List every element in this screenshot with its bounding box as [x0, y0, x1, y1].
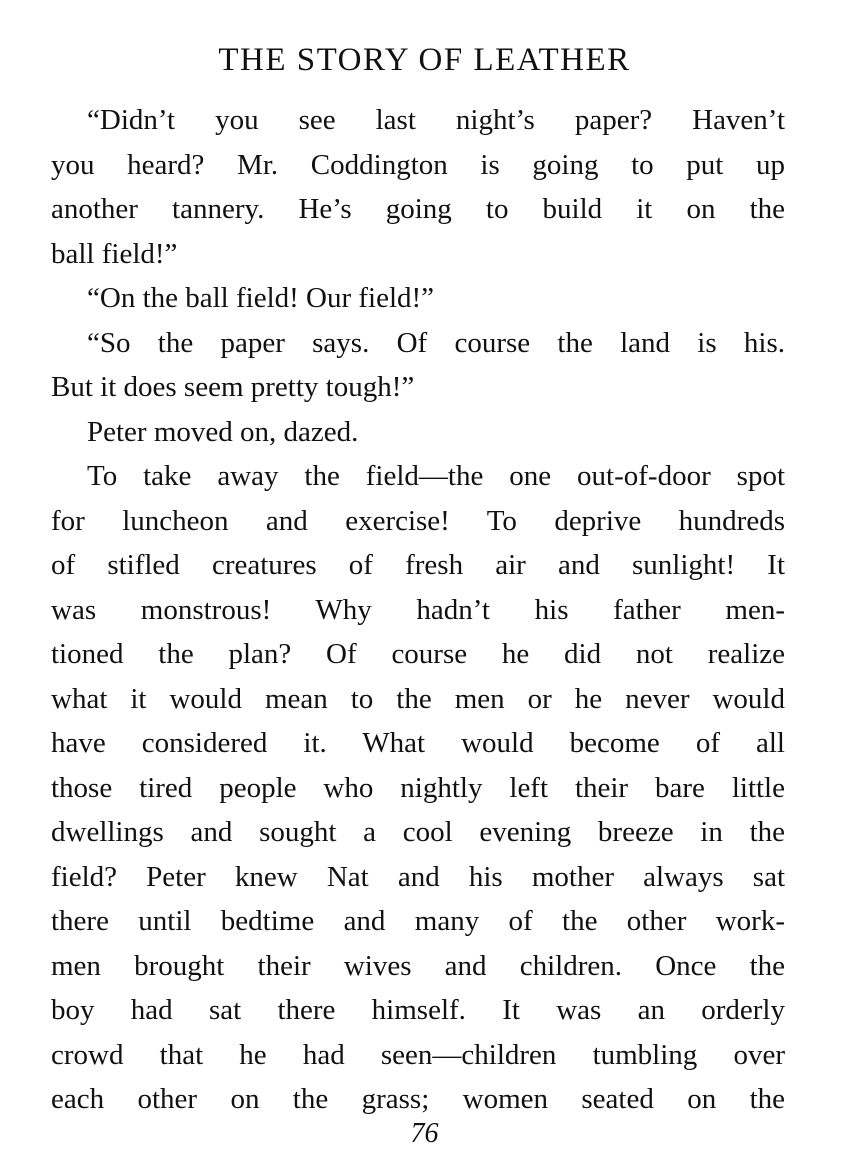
text-line: of stifled creatures of fresh air and sunlight! It	[51, 549, 785, 581]
text-line: “So the paper says. Of course the land is his.	[87, 326, 785, 359]
text-line: To take away the field—the one out-of-door spot	[87, 460, 785, 492]
text-line: those tired people who nightly left their bare little	[51, 771, 785, 804]
text-line: “On the ball field! Our field!”	[87, 282, 435, 314]
running-head: THE STORY OF LEATHER	[218, 42, 631, 78]
text-line: another tannery. He’s going to build it on the	[51, 193, 785, 225]
text-line: you heard? Mr. Coddington is going to put up	[51, 148, 785, 181]
text-line: “Didn’t you see last night’s paper? Haven’t	[87, 104, 785, 136]
text-line: there until bedtime and many of the other work-	[51, 905, 785, 937]
page-number: 76	[410, 1118, 439, 1149]
text-line: each other on the grass; women seated on the	[51, 1083, 785, 1115]
text-line: for luncheon and exercise! To deprive hundreds	[51, 504, 785, 537]
text-line: have considered it. What would become of all	[51, 727, 785, 759]
text-line: boy had sat there himself. It was an orderly	[51, 994, 785, 1026]
text-line: ball field!”	[51, 237, 178, 270]
text-line: crowd that he had seen—children tumbling over	[51, 1038, 785, 1071]
text-line: men brought their wives and children. Once the	[51, 949, 785, 982]
text-line: what it would mean to the men or he never would	[51, 682, 785, 715]
text-line: Peter moved on, dazed.	[87, 415, 359, 448]
text-line: was monstrous! Why hadn’t his father men-	[51, 593, 785, 626]
body-text	[51, 98, 785, 1122]
text-line: tioned the plan? Of course he did not realize	[51, 638, 785, 670]
text-line: field? Peter knew Nat and his mother always sat	[51, 860, 785, 893]
text-line: But it does seem pretty tough!”	[51, 371, 415, 403]
text-line: dwellings and sought a cool evening breeze in the	[51, 816, 785, 848]
